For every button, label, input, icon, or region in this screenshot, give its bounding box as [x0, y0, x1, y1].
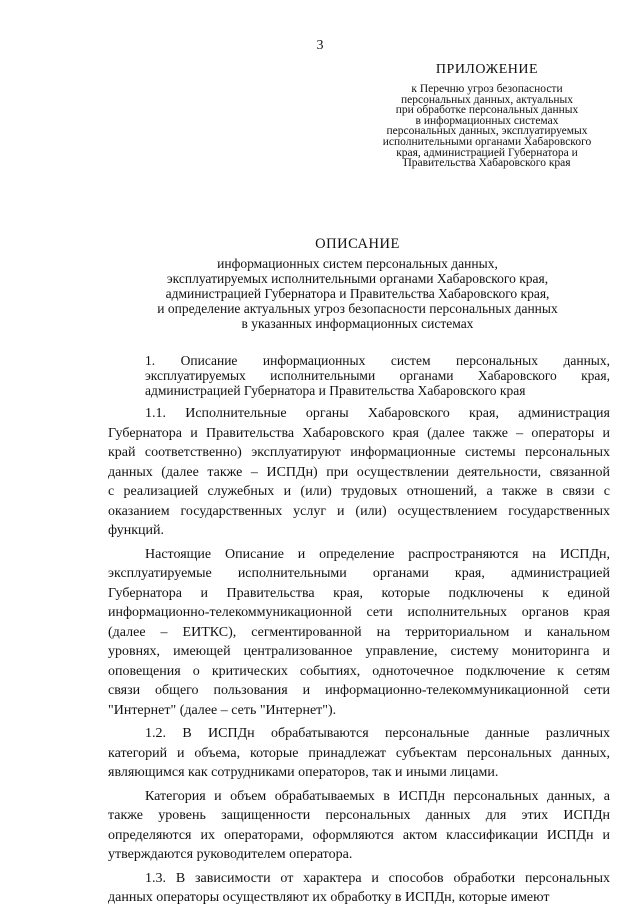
paragraph-line: являющимся как сотрудниками операторов, так и иными лицами. — [108, 765, 499, 780]
paragraph-line: с реализацией служебных и (или) трудовых отношений, а также в связи с — [108, 484, 610, 499]
paragraph-line: связи общего пользования и информационно-телекоммуникационной сети — [108, 683, 610, 698]
paragraph-line: оповещения о критических событиях, одноточечное подключение к сетям — [108, 663, 610, 679]
subtitle-line: администрацией Губернатора и Правительства Хабаровского края, — [165, 286, 550, 301]
paragraph-line: Губернатора и Правительства края, которые подключены к единой — [108, 585, 610, 601]
paragraph-line: данных (далее также – ИСПДн) при осуществлении деятельности, связанной — [108, 464, 610, 480]
appendix-line: края, администрацией Губернатора и — [396, 146, 578, 159]
paragraph-line: уровнях, имеющей централизованное управление, систему мониторинга и — [108, 644, 610, 659]
paragraph — [108, 724, 610, 783]
paragraph-line: (далее – ЕИТКС), сегментированной на территориальном и канальном — [108, 624, 610, 640]
paragraph-line: Категория и объем обрабатываемых в ИСПДн персональных данных, а — [145, 788, 610, 804]
appendix-line: Правительства Хабаровского края — [403, 157, 571, 170]
appendix-line: при обработке персональных данных — [395, 104, 579, 117]
document-title: ОПИСАНИЕ — [315, 236, 400, 252]
document-subtitle — [0, 256, 640, 331]
paragraph-line: эксплуатируемые исполнительными органами края, администрацией — [108, 566, 610, 581]
paragraph-line: "Интернет" (далее – сеть "Интернет"). — [108, 702, 337, 718]
appendix-title: ПРИЛОЖЕНИЕ — [435, 62, 539, 77]
appendix-line: исполнительными органами Хабаровского — [382, 135, 592, 148]
paragraph-line: категорий и объема, которые принадлежат субъектам персональных данных, — [108, 745, 610, 761]
paragraph — [108, 545, 610, 721]
subtitle-line: эксплуатируемых исполнительными органами Хабаровского края, — [166, 271, 549, 286]
paragraph-line: 1.1. Исполнительные органы Хабаровского края, администрация — [145, 406, 610, 421]
appendix-line: персональных данных, актуальных — [400, 93, 574, 106]
appendix-line: персональных данных, эксплуатируемых — [386, 125, 588, 138]
paragraph — [108, 869, 610, 908]
subtitle-line: в указанных информационных системах — [241, 316, 474, 331]
section-heading-line: 1. Описание информационных систем персональных данных, — [145, 353, 610, 368]
page-number: 3 — [316, 38, 324, 53]
subtitle-line: информационных систем персональных данных, — [217, 256, 498, 271]
appendix-line: в информационных системах — [415, 114, 559, 127]
paragraph-line: также уровень защищенности персональных данных для этих ИСПДн — [108, 808, 610, 823]
section-heading — [145, 353, 610, 398]
paragraph-line: 1.3. В зависимости от характера и способов обработки персональных — [145, 870, 610, 886]
appendix-line: к Перечню угроз безопасности — [411, 83, 563, 95]
paragraph-line: край соответственно) эксплуатируют информационные системы персональных — [108, 445, 610, 460]
paragraph-line: определяются их операторами, оформляются актом классификации ИСПДн и — [108, 827, 610, 843]
appendix-block — [352, 62, 622, 169]
subtitle-line: и определение актуальных угроз безопасности персональных данных — [157, 301, 558, 316]
section-heading-line: администрацией Губернатора и Правительства Хабаровского края — [145, 383, 526, 398]
paragraph-line: информационно-телекоммуникационной сети исполнительных органов края — [108, 605, 610, 620]
paragraph-line: Губернатора и Правительства Хабаровского края (далее также – операторы и — [108, 425, 610, 441]
paragraph-line: утверждаются руководителем оператора. — [108, 847, 353, 862]
paragraph-line: оказанием государственных услуг и (или) осуществлением государственных — [108, 503, 610, 519]
paragraph — [108, 404, 610, 541]
paragraph — [108, 787, 610, 865]
paragraph-line: Настоящие Описание и определение распространяются на ИСПДн, — [145, 546, 610, 562]
section-heading-line: эксплуатируемых исполнительными органами Хабаровского края, — [145, 368, 610, 383]
paragraph-line: 1.2. В ИСПДн обрабатываются персональные данные различных — [145, 726, 610, 741]
paragraph-line: данных операторы осуществляют их обработку в ИСПДн, которые имеют — [108, 890, 550, 905]
paragraph-line: функций. — [108, 523, 164, 538]
body-text — [108, 404, 610, 912]
